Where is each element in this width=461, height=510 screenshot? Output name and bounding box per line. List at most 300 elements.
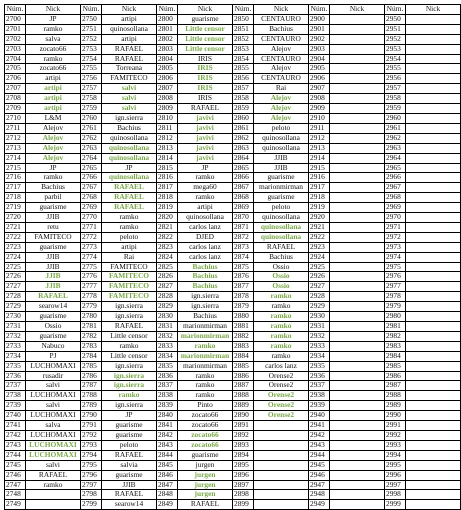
entry-number: 2903 <box>309 44 330 54</box>
entry-number: 2849 <box>157 500 178 510</box>
entry-number: 2948 <box>309 490 330 500</box>
entry-number: 2870 <box>233 213 254 223</box>
entry-nick: ramko <box>178 391 233 401</box>
entry-number: 2821 <box>157 222 178 232</box>
entry-nick: Alejov <box>254 44 309 54</box>
entry-nick <box>406 203 461 213</box>
entry-number: 2966 <box>385 173 406 183</box>
entry-nick: marionmirman <box>178 351 233 361</box>
entry-number: 2897 <box>233 480 254 490</box>
entry-nick: RAFAEL <box>26 292 81 302</box>
entry-number: 2889 <box>233 401 254 411</box>
entry-nick: RAFAEL <box>102 450 157 460</box>
entry-number: 2941 <box>309 421 330 431</box>
table-row <box>5 153 461 163</box>
entry-number: 2922 <box>309 232 330 242</box>
entry-number: 2719 <box>5 203 26 213</box>
nick-column-header: Nick <box>406 5 461 15</box>
entry-number: 2785 <box>81 361 102 371</box>
table-row <box>5 203 461 213</box>
entry-nick: ign.sierra <box>178 302 233 312</box>
entry-nick: RAFAEL <box>102 44 157 54</box>
entry-number: 2852 <box>233 34 254 44</box>
entry-nick: Alejov <box>26 153 81 163</box>
entry-nick: RAFAEL <box>254 242 309 252</box>
table-row <box>5 440 461 450</box>
entry-number: 2872 <box>233 232 254 242</box>
entry-nick: ramko <box>26 24 81 34</box>
entry-nick: Orense2 <box>254 391 309 401</box>
entry-nick: CENTAURO <box>254 74 309 84</box>
entry-nick: retu <box>26 222 81 232</box>
table-row <box>5 272 461 282</box>
entry-nick <box>330 34 385 44</box>
entry-nick <box>330 302 385 312</box>
entry-nick: FAMITECO <box>102 272 157 282</box>
entry-number: 2732 <box>5 331 26 341</box>
entry-nick <box>330 74 385 84</box>
entry-nick: marionmirman <box>254 183 309 193</box>
entry-nick: Pinto <box>178 401 233 411</box>
entry-nick <box>330 213 385 223</box>
entry-number: 2945 <box>309 460 330 470</box>
entry-number: 2831 <box>157 322 178 332</box>
entry-number: 2920 <box>309 213 330 223</box>
entry-nick <box>406 421 461 431</box>
entry-number: 2863 <box>233 143 254 153</box>
entry-nick: guarisme <box>26 203 81 213</box>
entry-number: 2961 <box>385 123 406 133</box>
entry-number: 2853 <box>233 44 254 54</box>
entry-nick: ign.sierra <box>102 401 157 411</box>
entry-number: 2956 <box>385 74 406 84</box>
entry-number: 2743 <box>5 440 26 450</box>
entry-nick: PJ <box>26 351 81 361</box>
entry-number: 2967 <box>385 183 406 193</box>
entry-nick <box>254 450 309 460</box>
table-row <box>5 24 461 34</box>
table-row <box>5 84 461 94</box>
entry-number: 2774 <box>81 252 102 262</box>
table-row <box>5 391 461 401</box>
entry-nick: javivi <box>178 143 233 153</box>
table-row <box>5 361 461 371</box>
entry-nick <box>406 262 461 272</box>
entry-nick: Alejov <box>26 123 81 133</box>
entry-nick: javivi <box>178 133 233 143</box>
entry-number: 2715 <box>5 163 26 173</box>
entry-nick: JP <box>102 163 157 173</box>
entry-number: 2725 <box>5 262 26 272</box>
entry-nick <box>406 113 461 123</box>
entry-nick: jurgen <box>178 490 233 500</box>
entry-nick <box>330 232 385 242</box>
entry-nick <box>330 163 385 173</box>
entry-number: 2880 <box>233 312 254 322</box>
entry-number: 2983 <box>385 341 406 351</box>
entry-number: 2825 <box>157 262 178 272</box>
entry-number: 2952 <box>385 34 406 44</box>
entry-number: 2755 <box>81 64 102 74</box>
entry-number: 2798 <box>81 490 102 500</box>
entry-nick: javivi <box>178 123 233 133</box>
entry-number: 2769 <box>81 203 102 213</box>
entry-nick <box>330 94 385 104</box>
table-row <box>5 401 461 411</box>
entry-number: 2854 <box>233 54 254 64</box>
entry-number: 2766 <box>81 173 102 183</box>
entry-number: 2767 <box>81 183 102 193</box>
entry-number: 2921 <box>309 222 330 232</box>
entry-nick: ramko <box>102 213 157 223</box>
entry-nick: Rai <box>102 252 157 262</box>
entry-number: 2837 <box>157 381 178 391</box>
nick-registry-table <box>4 4 461 510</box>
entry-number: 2861 <box>233 123 254 133</box>
num-column-header: Núm. <box>309 5 330 15</box>
entry-number: 2873 <box>233 242 254 252</box>
entry-nick: peloto <box>102 440 157 450</box>
entry-nick: CENTAURO <box>254 34 309 44</box>
entry-number: 2738 <box>5 391 26 401</box>
entry-nick: carlos lanz <box>254 361 309 371</box>
entry-nick: rusadir <box>26 371 81 381</box>
entry-nick: CENTAURO <box>254 14 309 24</box>
entry-nick: Little censor <box>102 351 157 361</box>
entry-nick <box>406 153 461 163</box>
entry-number: 2762 <box>81 133 102 143</box>
table-row <box>5 312 461 322</box>
entry-number: 2817 <box>157 183 178 193</box>
entry-number: 2984 <box>385 351 406 361</box>
table-row <box>5 44 461 54</box>
entry-nick <box>330 44 385 54</box>
entry-number: 2858 <box>233 94 254 104</box>
table-row <box>5 222 461 232</box>
entry-number: 2811 <box>157 123 178 133</box>
entry-number: 2736 <box>5 371 26 381</box>
entry-number: 2892 <box>233 430 254 440</box>
entry-nick: guarisme <box>26 242 81 252</box>
entry-nick <box>330 460 385 470</box>
entry-nick <box>406 401 461 411</box>
entry-number: 2847 <box>157 480 178 490</box>
entry-nick: marionmirman <box>178 361 233 371</box>
entry-number: 2734 <box>5 351 26 361</box>
entry-number: 2804 <box>157 54 178 64</box>
entry-nick <box>254 470 309 480</box>
entry-number: 2731 <box>5 322 26 332</box>
entry-number: 2914 <box>309 153 330 163</box>
entry-nick: guarisme <box>178 14 233 24</box>
entry-nick: RAFAEL <box>178 500 233 510</box>
entry-number: 2737 <box>5 381 26 391</box>
entry-nick: jurgen <box>178 470 233 480</box>
entry-nick <box>406 173 461 183</box>
entry-number: 2990 <box>385 411 406 421</box>
entry-number: 2791 <box>81 421 102 431</box>
entry-number: 2923 <box>309 242 330 252</box>
entry-number: 2898 <box>233 490 254 500</box>
entry-number: 2836 <box>157 371 178 381</box>
entry-number: 2949 <box>309 500 330 510</box>
entry-nick: JP <box>178 163 233 173</box>
entry-nick <box>406 430 461 440</box>
entry-nick <box>330 282 385 292</box>
entry-nick <box>406 14 461 24</box>
entry-nick: RAFAEL <box>102 183 157 193</box>
entry-number: 2958 <box>385 94 406 104</box>
entry-nick: RAFAEL <box>102 322 157 332</box>
entry-number: 2803 <box>157 44 178 54</box>
entry-number: 2830 <box>157 312 178 322</box>
entry-nick <box>330 153 385 163</box>
entry-number: 2887 <box>233 381 254 391</box>
entry-nick <box>254 480 309 490</box>
entry-nick: carlos lanz <box>178 252 233 262</box>
entry-number: 2979 <box>385 302 406 312</box>
entry-nick <box>330 341 385 351</box>
entry-nick: Bachius <box>254 24 309 34</box>
entry-nick: ign.sierra <box>102 302 157 312</box>
entry-number: 2812 <box>157 133 178 143</box>
entry-nick: Little censor <box>178 24 233 34</box>
entry-number: 2877 <box>233 282 254 292</box>
entry-nick: Ossio <box>254 262 309 272</box>
entry-number: 2879 <box>233 302 254 312</box>
entry-number: 2882 <box>233 331 254 341</box>
entry-nick <box>406 351 461 361</box>
entry-number: 2929 <box>309 302 330 312</box>
entry-nick <box>406 460 461 470</box>
entry-nick: Bachius <box>26 183 81 193</box>
entry-number: 2843 <box>157 440 178 450</box>
entry-nick: Orense2 <box>254 371 309 381</box>
entry-nick <box>330 490 385 500</box>
entry-number: 2739 <box>5 401 26 411</box>
entry-nick <box>330 123 385 133</box>
entry-number: 2946 <box>309 470 330 480</box>
entry-number: 2727 <box>5 282 26 292</box>
entry-nick: LUCHOMAXI <box>26 450 81 460</box>
table-row <box>5 173 461 183</box>
num-column-header: Núm. <box>81 5 102 15</box>
entry-nick: salva <box>26 34 81 44</box>
entry-nick: FAMITECO <box>26 232 81 242</box>
entry-number: 2991 <box>385 421 406 431</box>
entry-nick: RAFAEL <box>102 203 157 213</box>
entry-nick: Little censor <box>102 331 157 341</box>
entry-nick: ign.sierra <box>102 113 157 123</box>
entry-nick: salvi <box>102 104 157 114</box>
entry-number: 2768 <box>81 193 102 203</box>
entry-nick <box>26 490 81 500</box>
entry-number: 2700 <box>5 14 26 24</box>
entry-number: 2846 <box>157 470 178 480</box>
entry-number: 2981 <box>385 322 406 332</box>
entry-nick: IRIS <box>178 74 233 84</box>
entry-number: 2938 <box>309 391 330 401</box>
entry-number: 2788 <box>81 391 102 401</box>
entry-nick <box>406 222 461 232</box>
entry-nick: ramko <box>178 371 233 381</box>
entry-number: 2763 <box>81 143 102 153</box>
entry-number: 2710 <box>5 113 26 123</box>
entry-number: 2885 <box>233 361 254 371</box>
entry-number: 2818 <box>157 193 178 203</box>
entry-number: 2947 <box>309 480 330 490</box>
entry-number: 2862 <box>233 133 254 143</box>
entry-nick: Bachius <box>178 282 233 292</box>
entry-number: 2986 <box>385 371 406 381</box>
entry-nick: JJIB <box>254 163 309 173</box>
entry-nick <box>330 193 385 203</box>
entry-number: 2834 <box>157 351 178 361</box>
table-row <box>5 381 461 391</box>
entry-nick: IRIS <box>178 54 233 64</box>
entry-number: 2784 <box>81 351 102 361</box>
num-column-header: Núm. <box>233 5 254 15</box>
entry-number: 2924 <box>309 252 330 262</box>
table-row <box>5 411 461 421</box>
entry-number: 2910 <box>309 113 330 123</box>
entry-number: 2832 <box>157 331 178 341</box>
table-row <box>5 54 461 64</box>
entry-number: 2752 <box>81 34 102 44</box>
entry-number: 2950 <box>385 14 406 24</box>
entry-number: 2989 <box>385 401 406 411</box>
entry-nick <box>406 331 461 341</box>
entry-number: 2993 <box>385 440 406 450</box>
entry-nick <box>330 143 385 153</box>
entry-number: 2708 <box>5 94 26 104</box>
entry-number: 2713 <box>5 143 26 153</box>
table-row <box>5 371 461 381</box>
entry-nick: ramko <box>26 480 81 490</box>
entry-nick <box>330 252 385 262</box>
entry-number: 2891 <box>233 421 254 431</box>
entry-nick: Rai <box>254 84 309 94</box>
entry-nick: RAFAEL <box>26 470 81 480</box>
entry-nick: parbil <box>26 193 81 203</box>
entry-nick: carlos lanz <box>178 242 233 252</box>
entry-number: 2917 <box>309 183 330 193</box>
table-row <box>5 490 461 500</box>
entry-number: 2937 <box>309 381 330 391</box>
header-row <box>5 5 461 15</box>
entry-nick: Alejov <box>254 94 309 104</box>
entry-nick: zocato66 <box>178 411 233 421</box>
table-row <box>5 163 461 173</box>
entry-nick: artipi <box>102 34 157 44</box>
entry-nick <box>406 123 461 133</box>
entry-number: 2772 <box>81 232 102 242</box>
entry-nick: guarisme <box>178 450 233 460</box>
entry-nick <box>330 381 385 391</box>
entry-number: 2702 <box>5 34 26 44</box>
entry-number: 2717 <box>5 183 26 193</box>
entry-nick: searow14 <box>102 500 157 510</box>
num-column-header: Núm. <box>5 5 26 15</box>
entry-nick: zocato66 <box>178 440 233 450</box>
entry-nick: artipi <box>26 94 81 104</box>
entry-nick: RAFAEL <box>102 54 157 64</box>
entry-number: 2835 <box>157 361 178 371</box>
entry-number: 2728 <box>5 292 26 302</box>
entry-nick <box>330 500 385 510</box>
entry-number: 2975 <box>385 262 406 272</box>
entry-number: 2712 <box>5 133 26 143</box>
entry-nick: JP <box>26 163 81 173</box>
entry-number: 2940 <box>309 411 330 421</box>
entry-nick: guarisme <box>102 470 157 480</box>
entry-nick <box>254 430 309 440</box>
entry-number: 2816 <box>157 173 178 183</box>
entry-nick: Bachius <box>178 272 233 282</box>
table-row <box>5 470 461 480</box>
entry-number: 2912 <box>309 133 330 143</box>
entry-number: 2913 <box>309 143 330 153</box>
entry-nick: quinosollana <box>254 143 309 153</box>
entry-number: 2761 <box>81 123 102 133</box>
entry-number: 2822 <box>157 232 178 242</box>
entry-number: 2942 <box>309 430 330 440</box>
entry-number: 2833 <box>157 341 178 351</box>
entry-number: 2996 <box>385 470 406 480</box>
entry-number: 2968 <box>385 193 406 203</box>
entry-nick <box>406 391 461 401</box>
entry-number: 2789 <box>81 401 102 411</box>
entry-nick <box>406 440 461 450</box>
entry-number: 2951 <box>385 24 406 34</box>
entry-number: 2703 <box>5 44 26 54</box>
num-column-header: Núm. <box>157 5 178 15</box>
nick-column-header: Nick <box>254 5 309 15</box>
entry-nick <box>406 292 461 302</box>
entry-nick: ramko <box>178 173 233 183</box>
entry-nick: artipi <box>102 242 157 252</box>
entry-number: 2705 <box>5 64 26 74</box>
entry-nick <box>330 133 385 143</box>
entry-number: 2730 <box>5 312 26 322</box>
entry-number: 2756 <box>81 74 102 84</box>
entry-number: 2871 <box>233 222 254 232</box>
entry-number: 2765 <box>81 163 102 173</box>
entry-number: 2855 <box>233 64 254 74</box>
entry-nick: JP <box>102 411 157 421</box>
entry-nick: ign.sierra <box>102 312 157 322</box>
table-row <box>5 450 461 460</box>
table-row <box>5 74 461 84</box>
entry-number: 2814 <box>157 153 178 163</box>
entry-number: 2890 <box>233 411 254 421</box>
entry-number: 2845 <box>157 460 178 470</box>
entry-nick <box>406 470 461 480</box>
entry-number: 2797 <box>81 480 102 490</box>
entry-nick <box>406 44 461 54</box>
entry-number: 2934 <box>309 351 330 361</box>
table-row <box>5 193 461 203</box>
table-row <box>5 421 461 431</box>
entry-nick <box>406 341 461 351</box>
entry-nick: ramko <box>254 341 309 351</box>
entry-number: 2959 <box>385 104 406 114</box>
entry-nick: quinosollana <box>102 24 157 34</box>
table-row <box>5 351 461 361</box>
entry-nick <box>330 262 385 272</box>
entry-number: 2876 <box>233 272 254 282</box>
entry-nick: FAMITECO <box>102 74 157 84</box>
